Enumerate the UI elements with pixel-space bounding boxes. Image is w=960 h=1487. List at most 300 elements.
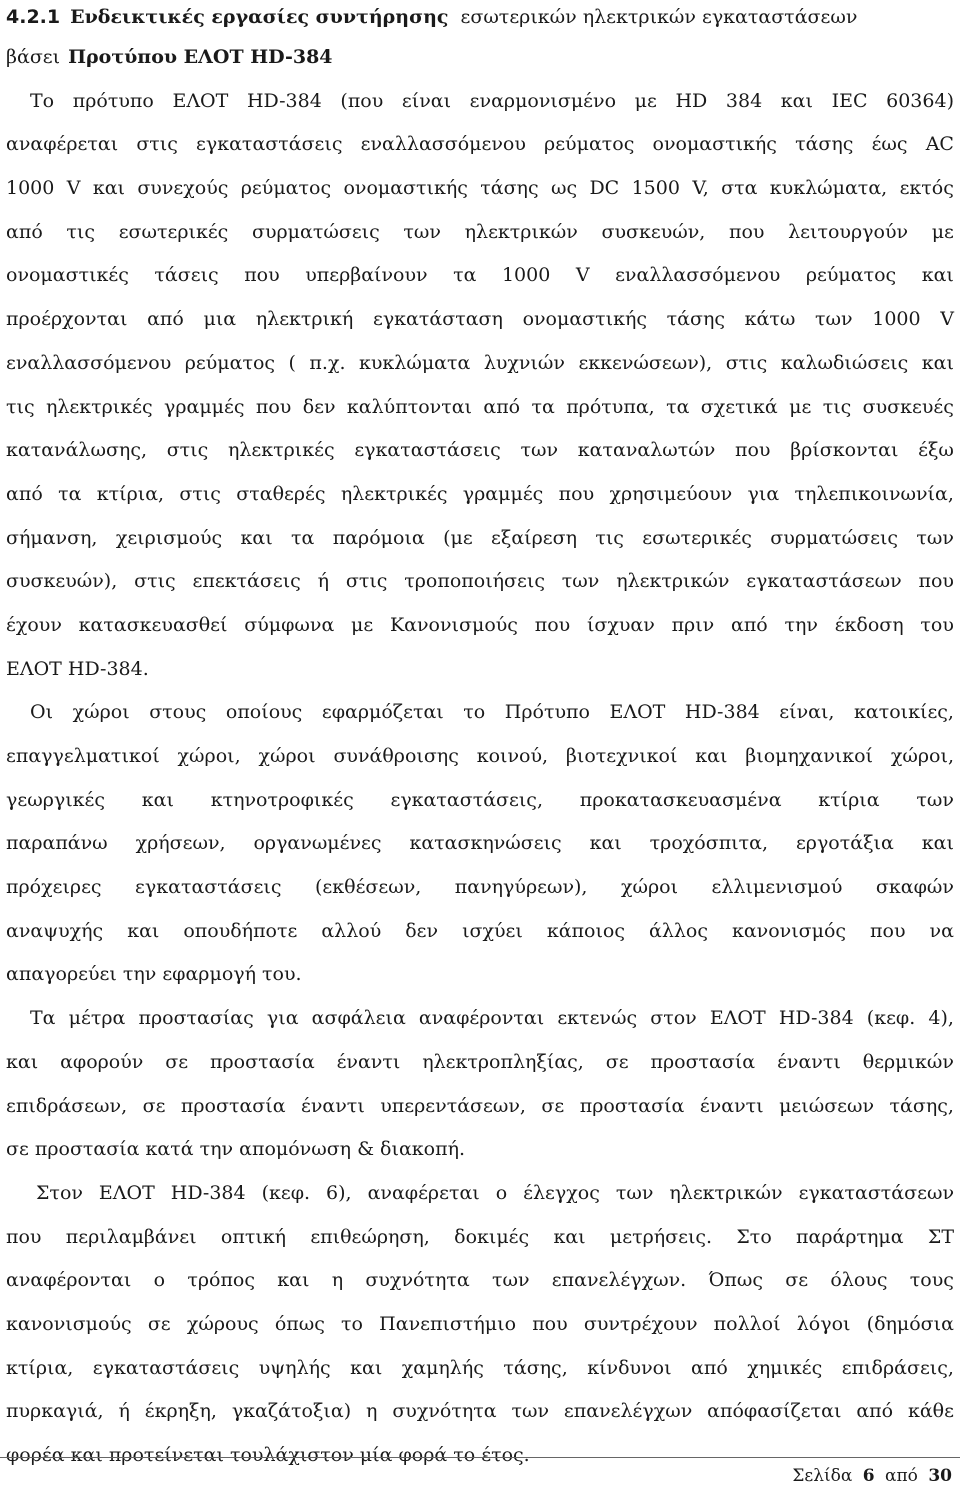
word: αφορούν <box>60 1050 144 1073</box>
word: έναντι <box>699 1094 764 1117</box>
word: επανελέγχων <box>563 1400 693 1423</box>
word: κατασκευασθεί <box>78 613 228 636</box>
paragraph-line-text: απαγορεύει την εφαρμογή του. <box>6 963 302 986</box>
word: οπτική <box>220 1225 287 1248</box>
word: (δημόσια <box>866 1312 954 1335</box>
word: κτίρια, <box>6 1356 74 1379</box>
paragraph-line <box>6 1216 954 1260</box>
word: δεν <box>405 919 439 942</box>
word: 1000 <box>872 308 921 331</box>
word: οποίους <box>225 701 303 724</box>
word: στον <box>650 1007 697 1030</box>
word: τις <box>66 220 96 243</box>
word: απόφασίζεται <box>707 1400 842 1423</box>
word: εργοτάξια <box>795 832 894 855</box>
word: σε <box>541 1094 565 1117</box>
word: οργανωμένες <box>253 832 382 855</box>
word: ηλεκτρικές <box>227 439 335 462</box>
word: αναψυχής <box>6 919 104 942</box>
word: κίνδυνοι <box>587 1356 672 1379</box>
word: σχετικά <box>700 395 778 418</box>
word: εκκενώσεων), <box>578 351 713 374</box>
word: η <box>331 1269 344 1292</box>
word: (κεφ. <box>261 1181 311 1204</box>
word: Οι <box>30 701 54 724</box>
word: εναρμονισμένο <box>469 89 617 112</box>
word: κάποιος <box>546 919 625 942</box>
word: χώροι, <box>890 745 954 767</box>
word: συρματώσεις <box>251 220 380 243</box>
word: συνάθροισης <box>333 745 459 767</box>
paragraph-line <box>6 167 954 211</box>
paragraph-line <box>6 80 954 124</box>
word: από <box>6 482 43 505</box>
word: HD-384 <box>684 701 760 724</box>
word: με <box>351 613 374 636</box>
word: (με <box>443 526 473 549</box>
paragraph-line <box>6 517 954 561</box>
word: επιδράσεις, <box>841 1356 954 1379</box>
word: (που <box>340 89 384 112</box>
word: έχουν <box>6 613 62 636</box>
paragraph-line <box>6 429 954 473</box>
word: και <box>277 1269 310 1292</box>
word: ΕΛΟΤ <box>609 701 666 724</box>
paragraph-line <box>6 123 954 167</box>
word: τα <box>453 264 477 287</box>
word: τάσης, <box>503 1356 568 1379</box>
word: Όπως <box>708 1269 763 1292</box>
footer-total-pages: 30 <box>928 1466 952 1486</box>
paragraph-line <box>6 1259 954 1303</box>
word: Κανονισμούς <box>389 613 518 636</box>
word: V <box>66 177 81 200</box>
word: DC <box>589 177 620 200</box>
word: των <box>615 1181 654 1204</box>
word: προστασία <box>180 1094 286 1117</box>
word: πανηγύρεων), <box>454 876 588 899</box>
paragraph-line <box>6 1172 954 1216</box>
word: με <box>789 395 812 418</box>
section-title-bold: Ενδεικτικές εργασίες συντήρησης <box>70 6 449 28</box>
word: εγκαταστάσεις <box>196 133 343 156</box>
word: στις <box>179 482 221 505</box>
word: σε <box>785 1269 809 1292</box>
word: επιδράσεων, <box>6 1094 128 1117</box>
word: που <box>729 220 765 243</box>
word: οπουδήποτε <box>183 919 298 942</box>
word: και <box>780 89 813 112</box>
word: αναφέρονται <box>418 1007 545 1030</box>
word: έναντι <box>777 1050 841 1073</box>
word: ρεύματος <box>544 133 635 156</box>
word: ΕΛΟΤ <box>98 1181 155 1204</box>
word: δεν <box>302 395 336 418</box>
word: γραμμές <box>462 482 544 505</box>
word: ηλεκτρική <box>255 308 354 331</box>
word: λυχνιών <box>483 351 565 374</box>
word: επεκτάσεις <box>192 570 301 593</box>
word: συσκευές <box>862 395 954 418</box>
word: έκδοση <box>834 613 904 636</box>
word: τάσης <box>666 308 725 331</box>
word: να <box>929 919 954 942</box>
word: ονομαστικές <box>6 264 129 287</box>
word: τους <box>909 1269 954 1292</box>
word: βρίσκονται <box>790 439 899 462</box>
word: (εκθέσεων, <box>315 876 422 899</box>
word: ισχύει <box>462 919 523 942</box>
word: γραμμές <box>163 395 245 418</box>
word: συχνότητα <box>392 1400 497 1423</box>
word: υπερβαίνουν <box>305 264 428 287</box>
word: ηλεκτροπληξίας, <box>422 1050 584 1073</box>
word: και <box>6 1050 39 1073</box>
word: έλεγχος <box>523 1181 600 1204</box>
word: επιθεώρηση, <box>310 1225 430 1248</box>
word: ο <box>153 1269 166 1292</box>
word: που <box>534 613 571 636</box>
word: κτηνοτροφικές <box>210 788 354 811</box>
word: 6), <box>326 1181 352 1204</box>
word: Το <box>30 89 55 112</box>
word: για <box>747 482 780 505</box>
word: αλλού <box>321 919 382 942</box>
word: των <box>815 308 853 331</box>
word: μια <box>203 308 237 331</box>
word: χρησιμεύουν <box>609 482 733 505</box>
word: έως <box>871 133 908 156</box>
word: που <box>255 395 292 418</box>
word: που <box>558 482 595 505</box>
word: με <box>634 89 657 112</box>
word: καλύπτονται <box>346 395 472 418</box>
word: 1000 <box>501 264 551 287</box>
word: έναντι <box>301 1094 365 1117</box>
word: χώροι <box>620 876 679 899</box>
word: για <box>266 1007 299 1030</box>
word: κάθε <box>907 1400 954 1423</box>
paragraph-line <box>6 560 954 604</box>
word: σε <box>605 1050 629 1073</box>
word: HD-384 <box>778 1007 854 1030</box>
word: ίσχυαν <box>586 613 655 636</box>
word: ως <box>550 177 578 200</box>
paragraph-line <box>6 735 954 779</box>
word: τάσεις <box>154 264 219 287</box>
word: σκαφών <box>875 876 954 899</box>
paragraph-line <box>6 1303 954 1347</box>
paragraph-line <box>6 822 954 866</box>
word: με <box>931 220 954 243</box>
word: εναλλασσόμενου <box>6 351 172 374</box>
word: τάσης <box>795 133 854 156</box>
paragraph-line <box>6 1128 954 1172</box>
word: συντρέχουν <box>583 1312 698 1335</box>
word: HD-384 <box>246 89 322 112</box>
word: 60364) <box>886 89 954 112</box>
word: και <box>240 526 273 549</box>
word: ονομαστικής <box>522 308 647 331</box>
word: ηλεκτρικές <box>45 395 153 418</box>
word: επανελέγχων. <box>551 1269 687 1292</box>
word: χαμηλής <box>401 1356 484 1379</box>
word: τροποποιήσεις <box>404 570 545 593</box>
word: των <box>561 570 600 593</box>
word: χημικές <box>747 1356 823 1379</box>
word: τις <box>6 395 35 418</box>
paragraph-line <box>6 648 954 692</box>
word: παρόμοια <box>332 526 425 549</box>
paragraph-line <box>6 604 954 648</box>
word: μειώσεων <box>779 1094 875 1117</box>
word: των <box>916 526 954 549</box>
word: εκτενώς <box>557 1007 638 1030</box>
word: έναντι <box>336 1050 401 1073</box>
word: εγκαταστάσεις <box>354 439 501 462</box>
word: συρματώσεις <box>770 526 899 549</box>
word: χειρισμούς <box>115 526 223 549</box>
word: λειτουργούν <box>788 220 909 243</box>
word: εξαίρεση <box>491 526 577 549</box>
section-heading-standard: Προτύπου ΕΛΟΤ HD-384 <box>68 46 333 68</box>
word: μέτρα <box>68 1007 126 1030</box>
word: συσκευών), <box>6 570 118 593</box>
word: χρήσεων, <box>135 832 226 855</box>
word: ελλιμενισμού <box>711 876 843 899</box>
section-heading <box>6 0 954 34</box>
word: πολλοί <box>713 1312 781 1335</box>
word: των <box>403 220 441 243</box>
word: ρεύματος <box>805 264 897 287</box>
word: από <box>730 613 768 636</box>
word: συχνότητα <box>365 1269 470 1292</box>
word: εσωτερικές <box>118 220 229 243</box>
word: τα <box>531 395 555 418</box>
word: μετρήσεις. <box>609 1225 713 1248</box>
word: από <box>147 308 184 331</box>
word: ΣΤ <box>927 1225 954 1248</box>
word: πρόχειρες <box>6 876 102 899</box>
word: εναλλασσόμενου <box>615 264 781 287</box>
word: αναφέρεται <box>6 133 119 156</box>
word: τάσης <box>480 177 539 200</box>
section-heading-line2 <box>6 36 954 80</box>
word: που <box>918 570 954 593</box>
footer-current-page: 6 <box>862 1466 875 1486</box>
word: προστασία <box>210 1050 315 1073</box>
word: σε <box>142 1094 166 1117</box>
word: στις <box>345 570 388 593</box>
paragraph-line-text: ΕΛΟΤ HD-384. <box>6 657 149 680</box>
word: πριν <box>671 613 715 636</box>
word: ηλεκτρικών <box>464 220 578 243</box>
section-heading-prefix: βάσει <box>6 46 61 68</box>
word: των <box>916 788 954 811</box>
word: τις <box>595 526 624 549</box>
word: V <box>940 308 954 331</box>
word: προστασίας <box>138 1007 254 1030</box>
word: κατοικίες, <box>854 701 954 724</box>
word: στις <box>166 439 209 462</box>
word: π.χ. <box>309 351 346 374</box>
word: από <box>856 1400 894 1423</box>
paragraph-line <box>6 953 954 997</box>
word: πρότυπο <box>72 89 154 112</box>
paragraph-line <box>6 1085 954 1129</box>
word: τηλεπικοινωνία, <box>794 482 954 505</box>
word: συσκευών, <box>601 220 706 243</box>
word: κτίρια <box>818 788 880 811</box>
word: εγκαταστάσεις, <box>390 788 543 811</box>
word: των <box>520 439 559 462</box>
word: λόγοι <box>796 1312 851 1335</box>
word: HD <box>675 89 708 112</box>
word: ηλεκτρικών <box>616 570 730 593</box>
word: το <box>341 1312 363 1335</box>
word: κατανάλωσης, <box>6 439 147 462</box>
word: αναφέρονται <box>6 1269 132 1292</box>
word: καλωδιώσεις <box>780 351 909 374</box>
word: στις <box>134 570 176 593</box>
word: το <box>463 701 486 724</box>
paragraph-line <box>6 473 954 517</box>
word: Πρότυπο <box>504 701 590 724</box>
word: χώροι, <box>177 745 241 767</box>
word: εγκατάσταση <box>372 308 503 331</box>
word: εγκαταστάσεων <box>798 1181 954 1204</box>
word: εγκαταστάσεις <box>92 1356 240 1379</box>
word: παράρτημα <box>796 1225 904 1248</box>
word: και <box>921 351 954 374</box>
paragraph-line <box>6 1390 954 1434</box>
word: τα <box>58 482 82 505</box>
paragraph-line-text: σε προστασία κατά την απομόνωση & διακοπή. <box>6 1138 465 1161</box>
word: V <box>575 264 590 287</box>
word: ΕΛΟΤ <box>172 89 229 112</box>
word: των <box>491 1269 530 1292</box>
word: προκατασκευασμένα <box>579 788 782 811</box>
word: που <box>870 919 906 942</box>
word: εναλλασσόμενου <box>360 133 526 156</box>
word: τις <box>822 395 852 418</box>
paragraph-line-text: φορέα και προτείνεται τουλάχιστον μία φορά το έτος. <box>6 1444 530 1466</box>
word: Στον <box>36 1181 83 1204</box>
word: Πανεπιστήμιο <box>379 1312 517 1335</box>
word: 4), <box>928 1007 954 1030</box>
footer-divider <box>0 1457 960 1458</box>
page-footer <box>792 1466 952 1486</box>
paragraph-line <box>6 211 954 255</box>
word: υψηλής <box>258 1356 331 1379</box>
word: ΕΛΟΤ <box>709 1007 766 1030</box>
document-body <box>6 0 954 1478</box>
paragraph-line <box>6 910 954 954</box>
word: ηλεκτρικές <box>340 482 448 505</box>
word: τρόπος <box>187 1269 256 1292</box>
word: ονομαστικής <box>343 177 468 200</box>
word: HD-384 <box>170 1181 246 1204</box>
paragraph-line <box>6 997 954 1041</box>
word: κατασκηνώσεις <box>409 832 562 855</box>
word: προέρχονται <box>6 308 128 331</box>
word: γκαζάτοξια) <box>231 1400 352 1423</box>
paragraph-line <box>6 298 954 342</box>
word: σε <box>165 1050 189 1073</box>
word: 1500 <box>631 177 680 200</box>
paragraph-line <box>6 779 954 823</box>
word: τάσης, <box>889 1094 954 1117</box>
word: και <box>695 745 728 767</box>
word: και <box>350 1356 383 1379</box>
paragraph-line <box>6 1347 954 1391</box>
word: από <box>6 220 43 243</box>
footer-label: Σελίδα <box>792 1466 853 1486</box>
word: άλλος <box>648 919 708 942</box>
word: κοινού, <box>476 745 549 767</box>
word: και <box>127 919 160 942</box>
word: και <box>92 177 125 200</box>
word: και <box>553 1225 586 1248</box>
word: επαγγελματικοί <box>6 745 160 767</box>
word: που <box>735 439 771 462</box>
word: που <box>6 1225 42 1248</box>
word: από <box>483 395 521 418</box>
word: εγκαταστάσεις <box>135 876 282 899</box>
word: ρεύματος <box>184 351 276 374</box>
word: όπως <box>274 1312 325 1335</box>
word: που <box>532 1312 568 1335</box>
word: κάτω <box>744 308 796 331</box>
word: δοκιμές <box>454 1225 530 1248</box>
word: εφαρμόζεται <box>321 701 444 724</box>
word: εκτός <box>899 177 954 200</box>
word: χώροι <box>72 701 130 724</box>
word: και <box>589 832 622 855</box>
word: 384 <box>725 89 763 112</box>
word: έκρηξη, <box>144 1400 217 1423</box>
word: στις <box>725 351 768 374</box>
word: θερμικών <box>862 1050 954 1073</box>
word: ή <box>118 1400 130 1423</box>
word: στις <box>136 133 178 156</box>
word: αναφέρεται <box>367 1181 480 1204</box>
footer-separator: από <box>885 1466 918 1486</box>
word: χώρους <box>186 1312 259 1335</box>
word: Στο <box>736 1225 772 1248</box>
word: καταναλωτών <box>577 439 716 462</box>
word: από <box>691 1356 728 1379</box>
word: ηλεκτρικών <box>669 1181 783 1204</box>
word: (κεφ. <box>866 1007 916 1030</box>
word: τα <box>666 395 690 418</box>
word: στους <box>149 701 207 724</box>
word: τα <box>291 526 315 549</box>
word: είναι, <box>779 701 835 724</box>
word: του <box>920 613 954 636</box>
word: βιοτεχνικοί <box>565 745 678 767</box>
word: κανονισμός <box>731 919 847 942</box>
word: σε <box>147 1312 171 1335</box>
word: η <box>366 1400 378 1423</box>
word: σταθερές <box>236 482 326 505</box>
word: σύμφωνα <box>244 613 335 636</box>
word: τροχόσπιτα, <box>649 832 769 855</box>
word: την <box>784 613 818 636</box>
word: ονομαστικής <box>652 133 777 156</box>
word: έξω <box>918 439 954 462</box>
word: προστασία <box>650 1050 756 1073</box>
